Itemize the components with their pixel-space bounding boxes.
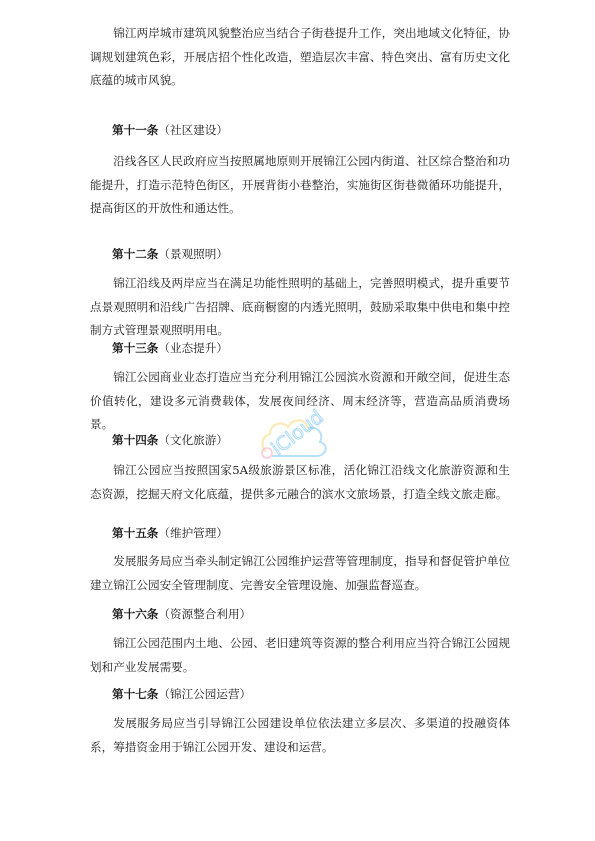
article-14-body: 锦江公园应当按照国家5A级旅游景区标准，活化锦江沿线文化旅游资源和生态资源，挖掘天府文化底蕴，提供多元融合的滨水文旅场景，打造全线文旅走廊。 <box>90 463 510 501</box>
article-15-body: 发展服务局应当牵头制定锦江公园维护运营等管理制度，指导和督促管护单位建立锦江公园安全管理制度、完善安全管理设施、加强监督巡查。 <box>90 554 510 592</box>
article-topic: （景观照明） <box>158 247 228 261</box>
article-number: 第十六条 <box>112 607 159 621</box>
article-11-heading <box>112 120 228 140</box>
article-16-heading <box>112 604 251 624</box>
article-number: 第十四条 <box>112 433 159 447</box>
article-13-heading <box>112 338 228 358</box>
article-topic: （锦江公园运营） <box>158 687 252 701</box>
article-number: 第十二条 <box>112 247 159 261</box>
article-16-body: 锦江公园范围内土地、公园、老旧建筑等资源的整合利用应当符合锦江公园规划和产业发展需要。 <box>90 636 510 674</box>
article-13-body: 锦江公园商业业态打造应当充分利用锦江公园滨水资源和开敞空间，促进生态价值转化，建设多元消费载体，发展夜间经济、周末经济等，营造高品质消费场景。 <box>90 370 510 431</box>
article-12-heading <box>112 244 228 264</box>
article-number: 第十一条 <box>112 123 159 137</box>
article-17-heading <box>112 684 251 704</box>
article-topic: （维护管理） <box>158 526 228 540</box>
article-topic: （业态提升） <box>158 341 228 355</box>
article-number: 第十七条 <box>112 687 159 701</box>
svg-text:iCloud: iCloud <box>267 405 328 460</box>
article-14-heading <box>112 430 228 450</box>
article-17-body: 发展服务局应当引导锦江公园建设单位依法建立多层次、多渠道的投融资体系，筹措资金用于锦江公园开发、建设和运营。 <box>90 716 510 754</box>
article-number: 第十五条 <box>112 526 159 540</box>
article-topic: （资源整合利用） <box>158 607 252 621</box>
article-12-body: 锦江沿线及两岸应当在满足功能性照明的基础上，完善照明模式，提升重要节点景观照明和沿线广告招牌、底商橱窗的内透光照明，鼓励采取集中供电和集中控制方式管理景观照明用电。 <box>90 276 510 337</box>
icloud-watermark-logo <box>258 400 336 460</box>
paragraph-intro: 锦江两岸城市建筑风貌整治应当结合子街巷提升工作，突出地域文化特征，协调规划建筑色彩，开展店招个性化改造，塑造层次丰富、特色突出、富有历史文化底蕴的城市风貌。 <box>90 26 510 87</box>
article-topic: （文化旅游） <box>158 433 228 447</box>
article-number: 第十三条 <box>112 341 159 355</box>
article-11-body: 沿线各区人民政府应当按照属地原则开展锦江公园内街道、社区综合整治和功能提升，打造示范特色街区，开展背街小巷整治，实施街区街巷微循环功能提升，提高街区的开放性和通达性。 <box>90 154 510 215</box>
article-topic: （社区建设） <box>158 123 228 137</box>
article-15-heading <box>112 523 228 543</box>
